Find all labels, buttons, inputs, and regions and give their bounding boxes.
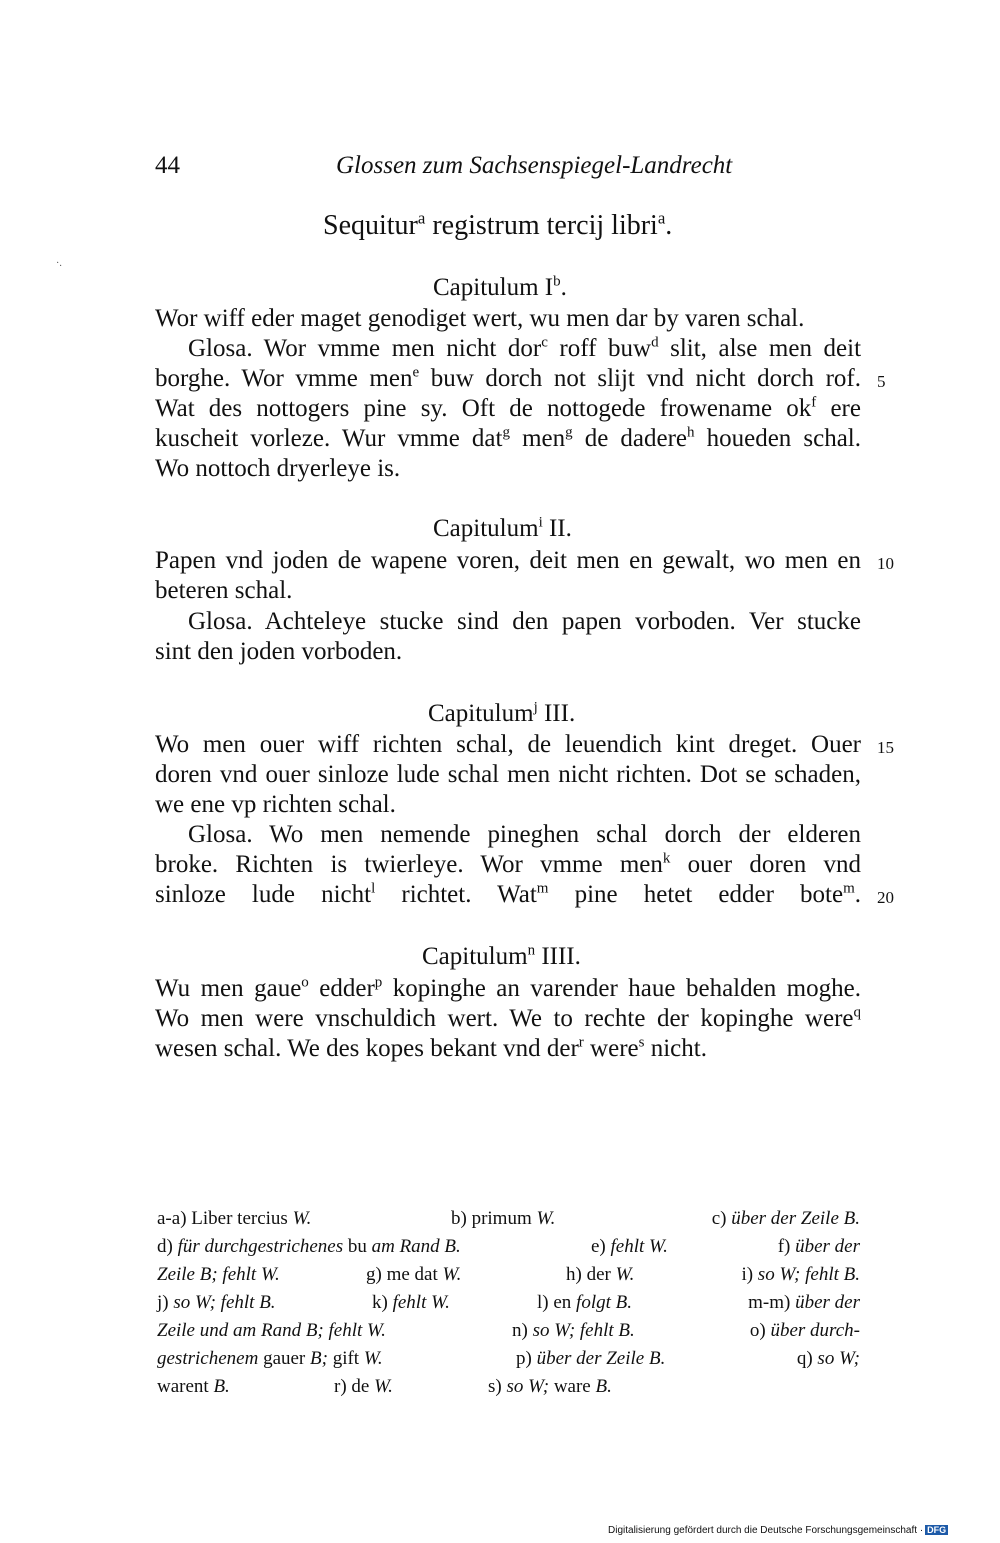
text-run: kopinghe an varender haue behalden moghe. <box>382 975 861 1002</box>
italic-text: folgt B. <box>576 1292 632 1313</box>
text-run: m-m) <box>748 1292 796 1313</box>
chapter-title <box>433 515 572 543</box>
text-run: d) <box>157 1236 178 1257</box>
text-run: s) <box>488 1376 507 1397</box>
text-run: b) primum <box>451 1208 537 1229</box>
chapter-summary: doren vnd ouer sinloze lude schal men nicht richten. Dot se schaden, <box>155 761 861 788</box>
text-run: kuscheit vorleze. Wur vmme dat <box>155 425 503 452</box>
chapter-summary <box>155 1035 861 1063</box>
dfg-logo: DFG <box>927 1525 947 1535</box>
text-run: wesen schal. We des kopes bekant vnd der <box>155 1035 579 1062</box>
footnote-marker: s <box>638 1034 645 1051</box>
chapter-summary <box>155 975 861 1003</box>
footnote <box>372 1292 450 1314</box>
gloss-line: Wo nottoch dryerleye is. <box>155 455 401 482</box>
line-number: 15 <box>877 738 894 757</box>
italic-text: gestrichenem <box>157 1348 264 1369</box>
footnote <box>334 1376 393 1398</box>
italic-text: am Rand B. <box>371 1236 461 1257</box>
section-heading <box>323 210 672 242</box>
footnote-marker: c <box>541 334 548 351</box>
footnote <box>778 1236 860 1258</box>
italic-text: über der <box>795 1292 860 1313</box>
text-run: gauer <box>263 1348 311 1369</box>
italic-text: W. <box>442 1264 462 1285</box>
footnote-marker: l <box>371 880 376 897</box>
footnote-marker: p <box>374 974 383 991</box>
chapter-summary: Wor wiff eder maget genodiget wert, wu men dar by varen schal. <box>155 305 805 332</box>
footnote <box>157 1264 280 1286</box>
footnote <box>488 1376 612 1398</box>
chapter-title-text: Capitulum <box>428 700 534 727</box>
footnote-marker: b <box>553 273 561 290</box>
footnote <box>512 1320 635 1342</box>
digitization-credit <box>608 1525 948 1536</box>
text-run: g) me dat <box>366 1264 443 1285</box>
line-number: 5 <box>877 372 886 391</box>
italic-text: W. <box>292 1208 312 1229</box>
italic-text: W. <box>374 1376 393 1397</box>
chapter-title-text: Capitulum <box>422 943 528 970</box>
footnote <box>157 1376 230 1398</box>
footnote-marker: k <box>662 850 671 867</box>
italic-text: so W; <box>817 1348 860 1369</box>
italic-text: für durchgestrichenes <box>177 1236 348 1257</box>
text-run: broke. Richten is twierleye. Wor vmme men <box>155 851 663 878</box>
chapter-summary: Papen vnd joden de wapene voren, deit men en gewalt, wo men en <box>155 547 861 574</box>
stray-mark: ·. <box>56 258 62 269</box>
chapter-title-text: III. <box>537 700 576 727</box>
text-run: were <box>583 1035 639 1062</box>
text-run: Wo men were vnschuldich wert. We to rechte der kopinghe were <box>155 1005 854 1032</box>
footnote-marker: g <box>502 424 510 441</box>
chapter-summary: Wo men ouer wiff richten schal, de leuendich kint dreget. Ouer <box>155 731 861 758</box>
chapter-summary: we ene vp richten schal. <box>155 791 396 818</box>
italic-text: fehlt W. <box>610 1236 668 1257</box>
italic-text: B. <box>213 1376 230 1397</box>
italic-text: B. <box>595 1376 612 1397</box>
chapter-title-text: . <box>560 274 567 301</box>
text-run: warent <box>157 1376 214 1397</box>
footnote <box>537 1292 632 1314</box>
footnote <box>750 1320 860 1342</box>
text-run: borghe. Wor vmme men <box>155 365 413 392</box>
text-run: k) <box>372 1292 393 1313</box>
text-run: Glosa. Wor vmme men nicht dor <box>188 335 542 362</box>
footnote <box>157 1292 276 1314</box>
gloss-line <box>155 881 861 909</box>
footnote-marker: m <box>843 880 855 897</box>
chapter-summary <box>155 1005 861 1033</box>
text-run: i) <box>741 1264 758 1285</box>
gloss-line <box>188 335 861 363</box>
footnote <box>366 1264 461 1286</box>
text-run: l) en <box>537 1292 577 1313</box>
italic-text: Zeile B; fehlt W. <box>157 1264 280 1285</box>
footnote <box>748 1292 860 1314</box>
text-run: n) <box>512 1320 533 1341</box>
footnote-marker: i <box>538 514 543 531</box>
footnote-marker: r <box>578 1034 584 1051</box>
italic-text: so W; fehlt B. <box>532 1320 635 1341</box>
text-run: r) de <box>334 1376 375 1397</box>
text-run: h) der <box>566 1264 616 1285</box>
heading-text: . <box>665 210 673 241</box>
italic-text: über durch- <box>770 1320 860 1341</box>
text-run: pine hetet edder bote <box>548 881 844 908</box>
text-run: f) <box>777 1236 796 1257</box>
text-run: o) <box>749 1320 771 1341</box>
footnote-marker: m <box>536 880 549 897</box>
footnote <box>712 1208 860 1230</box>
footnote <box>516 1348 665 1370</box>
chapter-title-text: II. <box>542 515 572 542</box>
footnote-marker: h <box>687 424 695 441</box>
text-run: j) <box>157 1292 174 1313</box>
text-run: e) <box>591 1236 611 1257</box>
text-run: gift <box>327 1348 364 1369</box>
heading-text: Sequitur <box>323 210 418 241</box>
footnote <box>157 1320 386 1342</box>
italic-text: Zeile und am Rand B; fehlt W. <box>157 1320 386 1341</box>
text-run: buw dorch not slijt vnd nicht dorch rof. <box>419 365 861 392</box>
italic-text: W. <box>615 1264 635 1285</box>
chapter-title <box>422 943 581 971</box>
chapter-title <box>428 700 575 728</box>
text-run: ere <box>816 395 861 422</box>
text-run: . <box>854 881 862 908</box>
italic-text: W. <box>536 1208 556 1229</box>
text-run: men <box>509 425 566 452</box>
text-run: richtet. Wat <box>375 881 537 908</box>
italic-text: über der Zeile B. <box>536 1348 666 1369</box>
footnote <box>157 1348 383 1370</box>
footnote-marker: a <box>417 208 426 228</box>
text-run: p) <box>516 1348 537 1369</box>
text-run: bu <box>347 1236 372 1257</box>
text-run: de dadere <box>572 425 688 452</box>
footnote-marker: o <box>301 974 309 991</box>
gloss-line <box>155 365 861 393</box>
gloss-line: Glosa. Wo men nemende pineghen schal dorch der elderen <box>188 821 861 848</box>
running-title: Glossen zum Sachsenspiegel-Landrecht <box>336 152 733 179</box>
footnote-marker: q <box>853 1004 861 1021</box>
footnote-marker: j <box>533 699 538 716</box>
chapter-title-text: Capitulum I <box>433 274 554 301</box>
line-number: 10 <box>877 554 894 573</box>
gloss-line: sint den joden vorboden. <box>155 638 403 665</box>
line-number: 20 <box>877 888 894 907</box>
text-run: Wat des nottogers pine sy. Oft de nottogede frowename ok <box>155 395 812 422</box>
italic-text: B; <box>310 1348 328 1369</box>
italic-text: über der <box>795 1236 860 1257</box>
gloss-line <box>155 395 861 423</box>
text-run: c) <box>711 1208 732 1229</box>
footnote <box>566 1264 634 1286</box>
chapter-summary: beteren schal. <box>155 577 293 604</box>
italic-text: über der Zeile B. <box>731 1208 860 1229</box>
chapter-title <box>433 274 567 302</box>
credit-text: Digitalisierung gefördert durch die Deutsche Forschungsgemeinschaft · <box>608 1525 924 1536</box>
italic-text: so W; fehlt B. <box>757 1264 860 1285</box>
footnote-marker: d <box>651 334 659 351</box>
text-run: sinloze lude nicht <box>155 881 372 908</box>
footnote <box>451 1208 555 1230</box>
chapter-title-text: Capitulum <box>433 515 539 542</box>
footnote <box>157 1208 311 1230</box>
footnote <box>157 1236 461 1258</box>
text-run: Wu men gaue <box>155 975 302 1002</box>
text-run: slit, alse men deit <box>658 335 862 362</box>
footnote-marker: e <box>412 364 420 381</box>
footnote-marker: n <box>527 942 536 959</box>
page-number: 44 <box>155 152 180 179</box>
italic-text: so W; <box>506 1376 550 1397</box>
gloss-line <box>155 425 861 453</box>
footnote <box>797 1348 860 1370</box>
footnote-marker: g <box>565 424 573 441</box>
footnote-marker: a <box>657 208 666 228</box>
text-run: ware <box>549 1376 596 1397</box>
footnote-marker: f <box>811 394 817 411</box>
heading-text: registrum tercij libri <box>425 210 658 241</box>
text-run: ouer doren vnd <box>670 851 861 878</box>
italic-text: so W; fehlt B. <box>173 1292 276 1313</box>
chapter-title-text: IIII. <box>535 943 581 970</box>
text-run: roff buw <box>547 335 652 362</box>
gloss-line <box>155 851 861 879</box>
footnote <box>591 1236 668 1258</box>
text-run: q) <box>796 1348 818 1369</box>
text-run: a-a) Liber tercius <box>157 1208 293 1229</box>
italic-text: W. <box>363 1348 383 1369</box>
text-run: nicht. <box>644 1035 707 1062</box>
footnote <box>741 1264 860 1286</box>
text-run: edder <box>308 975 375 1002</box>
gloss-line: Glosa. Achteleye stucke sind den papen vorboden. Ver stucke <box>188 608 861 635</box>
text-run: houeden schal. <box>694 425 862 452</box>
italic-text: fehlt W. <box>392 1292 450 1313</box>
